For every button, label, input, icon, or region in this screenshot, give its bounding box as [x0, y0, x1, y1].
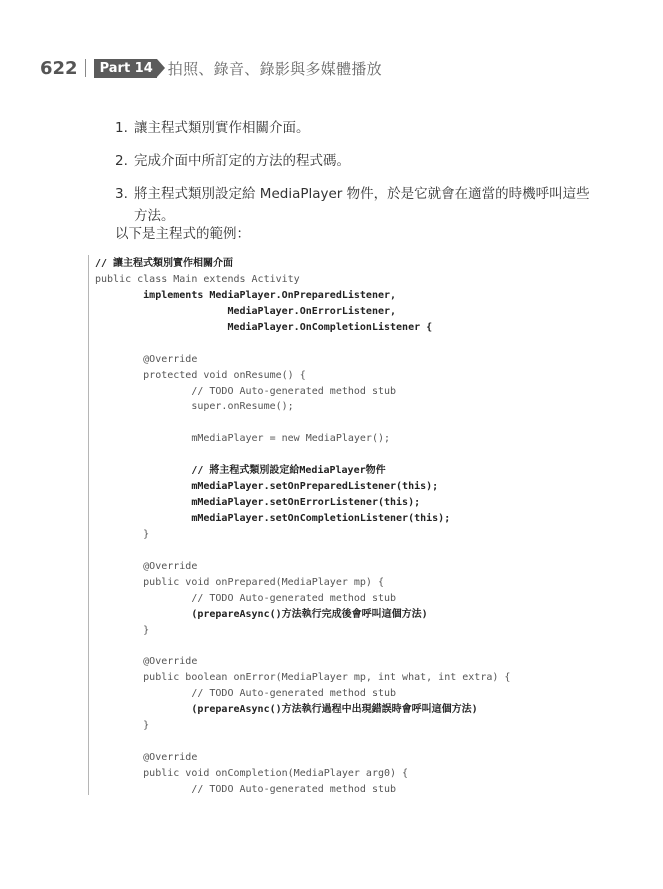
code-line: mMediaPlayer = new MediaPlayer(); [95, 433, 391, 445]
code-line: super.onResume(); [95, 401, 294, 413]
code-line: public class Main extends Activity [95, 273, 300, 285]
code-line: @Override [95, 560, 198, 572]
code-line [95, 639, 510, 655]
code-line: mMediaPlayer.setOnErrorListener(this); [95, 497, 421, 509]
list-item [115, 183, 595, 227]
code-line: } [95, 528, 150, 540]
code-line: // 讓主程式類別實作相關介面 [95, 258, 234, 269]
code-line: implements MediaPlayer.OnPreparedListener, [95, 289, 397, 301]
list-item-text: 讓主程式類別實作相關介面。 [134, 120, 310, 136]
header-divider [85, 59, 86, 77]
code-line: } [95, 720, 150, 732]
code-line: // TODO Auto-generated method stub [95, 592, 397, 604]
code-line: // TODO Auto-generated method stub [95, 783, 397, 795]
code-line: public boolean onError(MediaPlayer mp, int what, int extra) { [95, 672, 511, 684]
code-line [95, 336, 510, 352]
page-header [40, 58, 382, 78]
code-line: @Override [95, 752, 198, 764]
code-line: } [95, 624, 150, 636]
code-line: mMediaPlayer.setOnPreparedListener(this); [95, 481, 439, 493]
code-line [95, 543, 510, 559]
code-block [95, 256, 510, 798]
code-line: MediaPlayer.OnErrorListener, [95, 305, 397, 317]
code-line: // TODO Auto-generated method stub [95, 385, 397, 397]
list-item-text: 將主程式類別設定給 MediaPlayer 物件，於是它就會在適當的時機呼叫這些方法。 [134, 186, 590, 224]
list-item-number: 1. [115, 120, 128, 136]
chapter-title: 拍照、錄音、錄影與多媒體播放 [167, 59, 382, 78]
code-line: (prepareAsync()方法執行完成後會呼叫這個方法) [95, 608, 428, 620]
code-line [95, 447, 510, 463]
intro-text: 以下是主程式的範例： [115, 226, 250, 242]
code-line: public void onCompletion(MediaPlayer arg0) { [95, 768, 409, 779]
code-line: mMediaPlayer.setOnCompletionListener(this); [95, 513, 451, 524]
list-item [115, 117, 595, 139]
code-left-rule [88, 255, 89, 795]
code-line [95, 415, 510, 431]
code-line: protected void onResume() { [95, 369, 306, 381]
steps-list [115, 117, 595, 238]
code-line: @Override [95, 353, 198, 365]
list-item [115, 150, 595, 172]
page-number: 622 [40, 57, 78, 79]
code-line: MediaPlayer.OnCompletionListener { [95, 321, 433, 333]
part-badge: Part 14 [94, 59, 157, 78]
list-item-number: 2. [115, 153, 128, 169]
code-line [95, 734, 510, 750]
code-line: @Override [95, 656, 198, 668]
code-line: public void onPrepared(MediaPlayer mp) { [95, 576, 384, 588]
code-line: (prepareAsync()方法執行過程中出現錯誤時會呼叫這個方法) [95, 704, 478, 716]
list-item-number: 3. [115, 186, 128, 202]
list-item-text: 完成介面中所訂定的方法的程式碼。 [134, 153, 350, 169]
code-line: // 將主程式類別設定給MediaPlayer物件 [95, 465, 386, 477]
code-line: // TODO Auto-generated method stub [95, 688, 397, 700]
